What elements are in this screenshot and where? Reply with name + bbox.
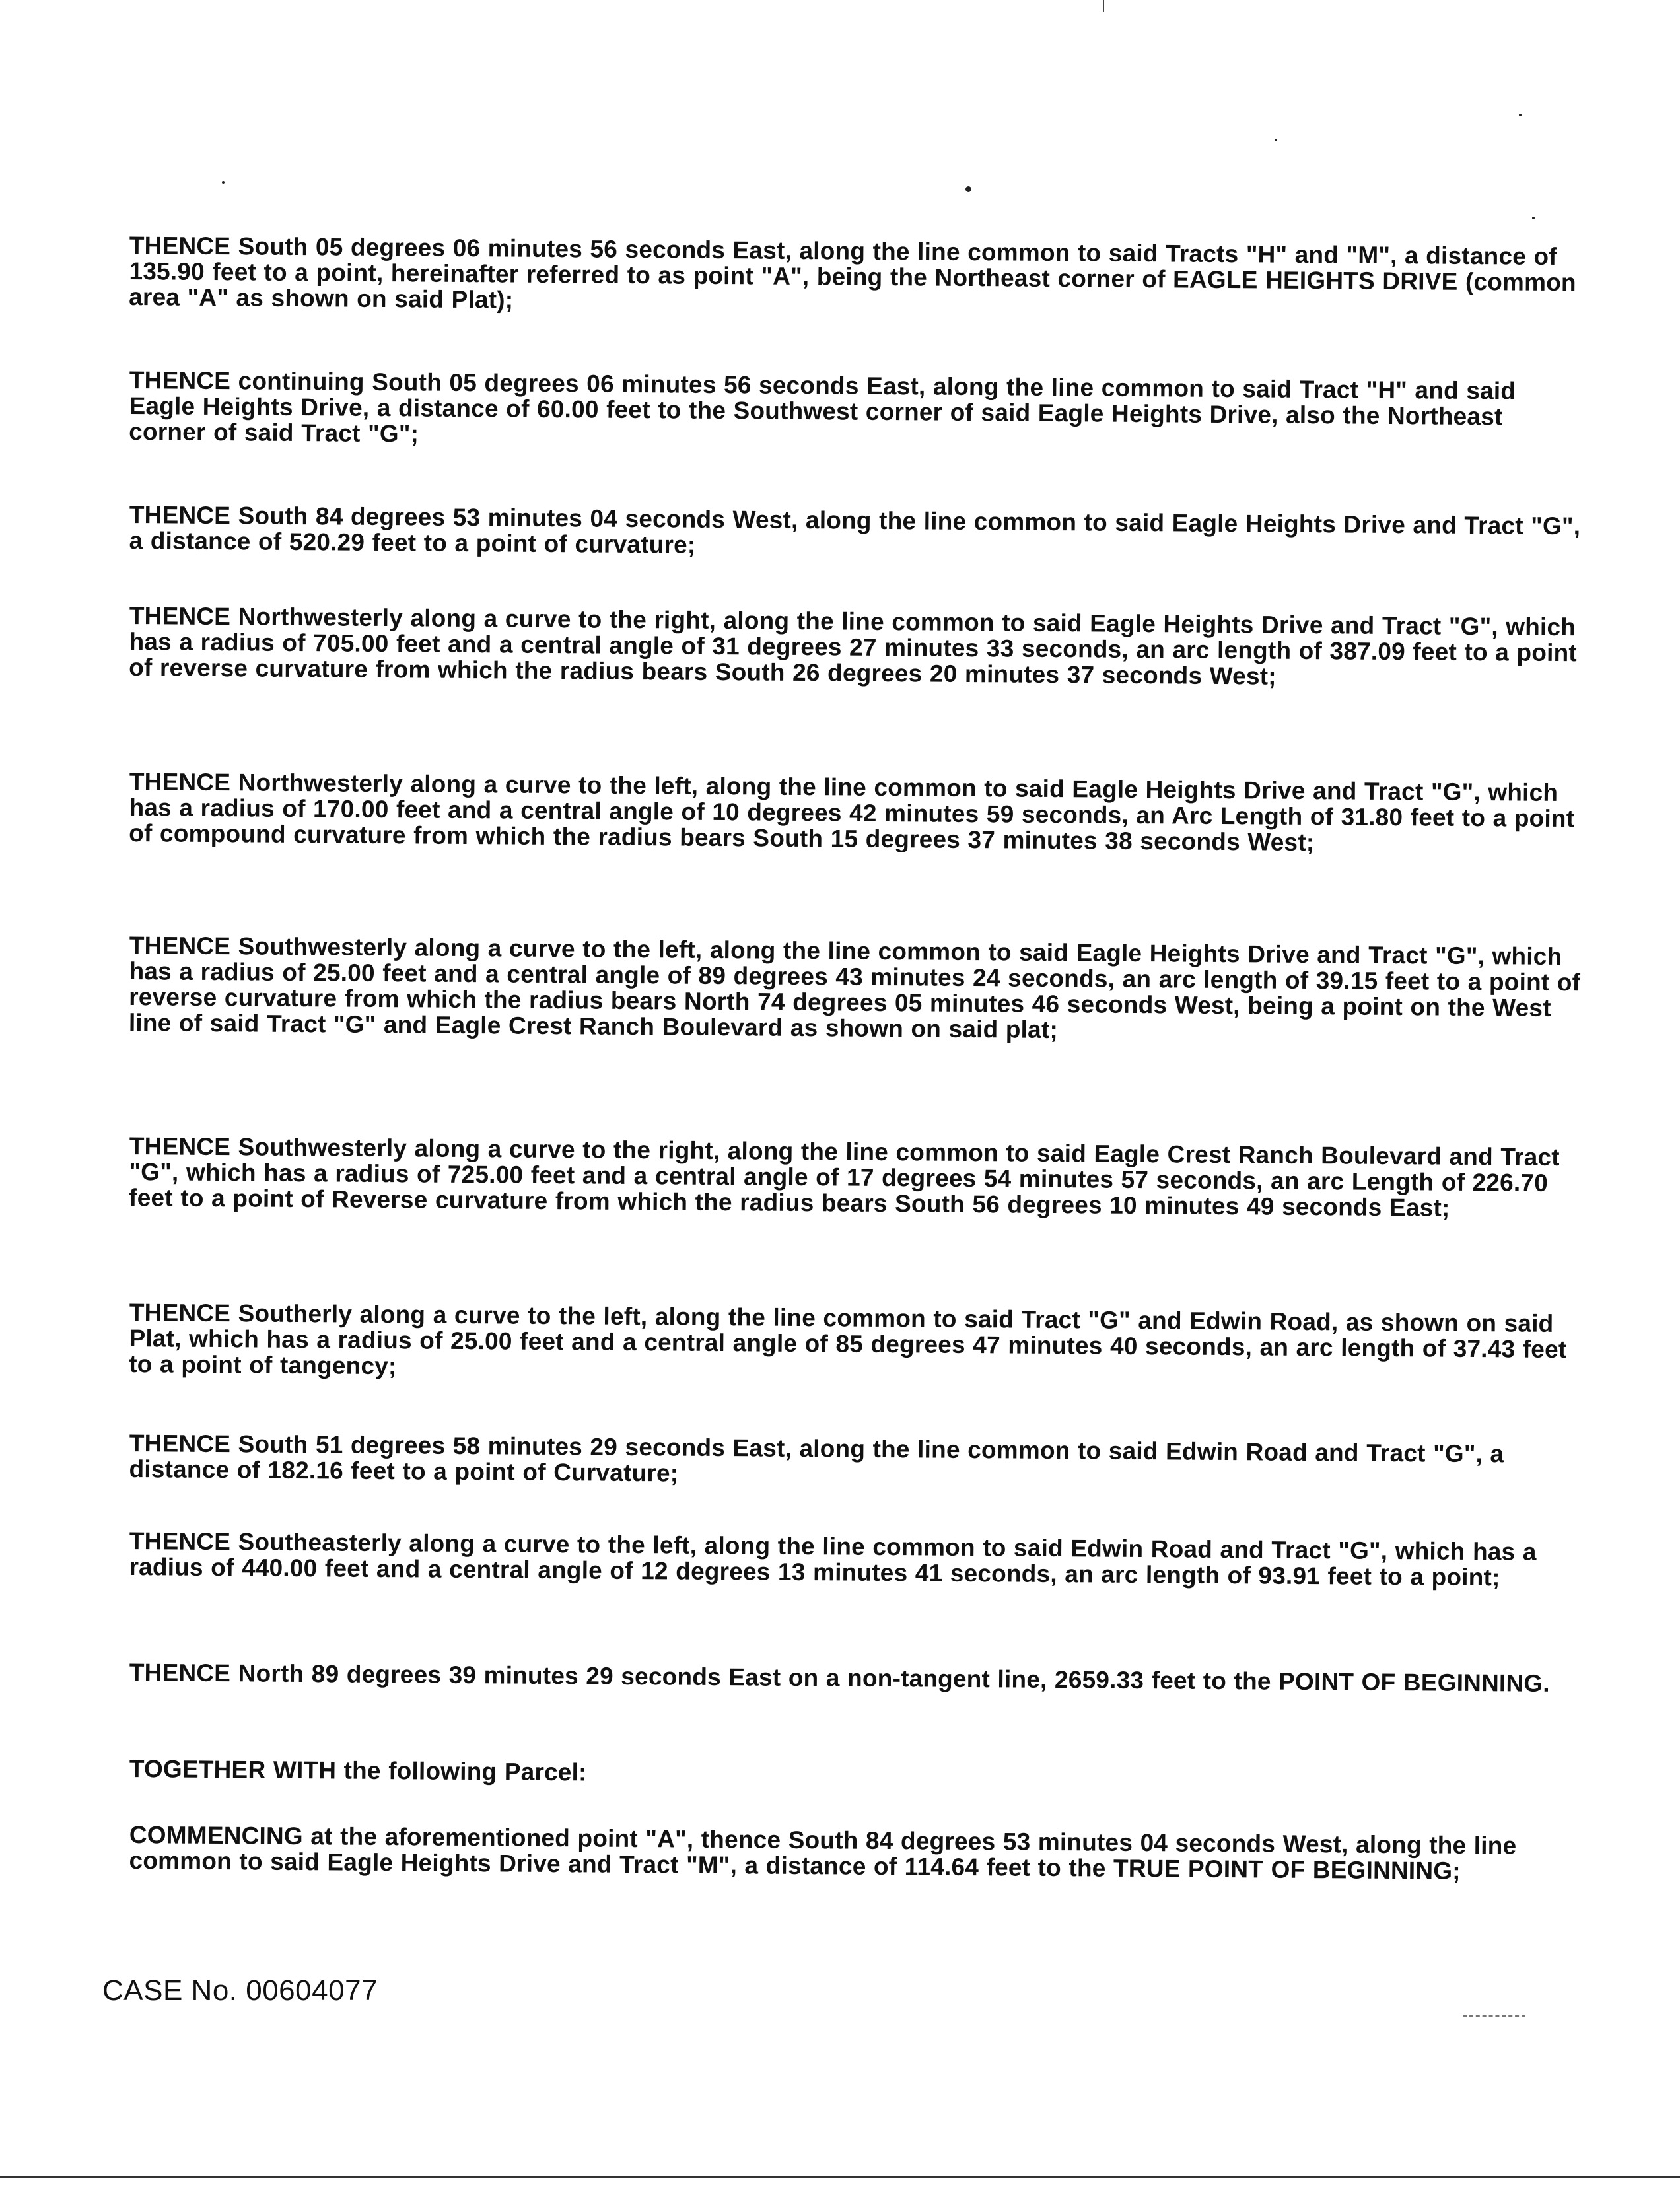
legal-description-paragraph: THENCE South 51 degrees 58 minutes 29 seconds East, along the line common to said Edwin Road and Tract "G", a distance of 182.16 feet to a point of Curvature;: [129, 1430, 1504, 1487]
page-bottom-edge: [0, 2176, 1680, 2178]
scan-artifact-dot: [222, 181, 225, 184]
legal-description-paragraph: THENCE Northwesterly along a curve to the left, along the line common to said Eagle Heights Drive and Tract "G", which has a radius of 170.00 feet and a central angle of 10 degrees 42 minutes 59 seconds, an Arc Length of 31.80 feet to a point of compound curvature from which the radius bears South 15 degrees 37 minutes 38 seconds West;: [129, 768, 1575, 856]
scan-artifact-dot: [1519, 114, 1522, 116]
case-number: CASE No. 00604077: [102, 1974, 378, 2007]
legal-description-paragraph: THENCE Southeasterly along a curve to the left, along the line common to said Edwin Road and Tract "G", which has a radius of 440.00 feet and a central angle of 12 degrees 13 minutes 41 seconds, an arc length of 93.91 feet to a point;: [129, 1527, 1537, 1591]
scan-artifact-dashes: [1463, 2015, 1525, 2017]
scan-artifact-mark: [1103, 0, 1104, 12]
scan-artifact-dot: [1275, 139, 1277, 141]
legal-description-paragraph: THENCE continuing South 05 degrees 06 minutes 56 seconds East, along the line common to said Tract "H" and said Eagle Heights Drive, a distance of 60.00 feet to the Southwest corner of said Eagle Heights Drive, also the Northeast corner of said Tract "G";: [129, 366, 1516, 448]
legal-description-paragraph: THENCE Southwesterly along a curve to the right, along the line common to said Eagle Crest Ranch Boulevard and Tract "G", which has a radius of 725.00 feet and a central angle of 17 degrees 54 minutes 57 seconds, an arc Length of 226.70 feet to a point of Reverse curvature from which the radius bears South 56 degrees 10 minutes 49 seconds East;: [129, 1132, 1560, 1222]
legal-description-paragraph: THENCE Northwesterly along a curve to the right, along the line common to said Eagle Heights Drive and Tract "G", which has a radius of 705.00 feet and a central angle of 31 degrees 27 minutes 33 seconds, an arc length of 387.09 feet to a point of reverse curvature from which the radius bears South 26 degrees 20 minutes 37 seconds West;: [129, 602, 1578, 690]
scan-artifact-dot: [965, 186, 971, 192]
legal-description-paragraph: THENCE North 89 degrees 39 minutes 29 seconds East on a non-tangent line, 2659.33 feet to the POINT OF BEGINNING.: [129, 1659, 1551, 1697]
together-with-heading: TOGETHER WITH the following Parcel:: [129, 1755, 587, 1786]
legal-description-paragraph: THENCE South 84 degrees 53 minutes 04 seconds West, along the line common to said Eagle Heights Drive and Tract "G", a distance of 520.29 feet to a point of curvature;: [129, 501, 1581, 559]
legal-description-paragraph: THENCE Southwesterly along a curve to the left, along the line common to said Eagle Heights Drive and Tract "G", which has a radius of 25.00 feet and a central angle of 89 degrees 43 minutes 24 seconds, an arc length of 39.15 feet to a point of reverse curvature from which the radius bears North 74 degrees 05 minutes 46 seconds West, being a point on the West line of said Tract "G" and Eagle Crest Ranch Boulevard as shown on said plat;: [128, 932, 1581, 1044]
legal-description-paragraph: THENCE South 05 degrees 06 minutes 56 seconds East, along the line common to said Tracts "H" and "M", a distance of 135.90 feet to a point, hereinafter referred to as point "A", being the Northeast corner of EAGLE HEIGHTS DRIVE (common area "A" as shown on said Plat);: [129, 232, 1576, 314]
legal-description-paragraph: COMMENCING at the aforementioned point "A", thence South 84 degrees 53 minutes 04 seconds West, along the line common to said Eagle Heights Drive and Tract "M", a distance of 114.64 feet to the TRUE POINT OF BEGINNING;: [129, 1821, 1517, 1885]
scan-artifact-dot: [1532, 217, 1535, 219]
legal-description-paragraph: THENCE Southerly along a curve to the left, along the line common to said Tract "G" and Edwin Road, as shown on said Plat, which has a radius of 25.00 feet and a central angle of 85 degrees 47 minutes 40 seconds, an arc length of 37.43 feet to a point of tangency;: [129, 1299, 1567, 1380]
